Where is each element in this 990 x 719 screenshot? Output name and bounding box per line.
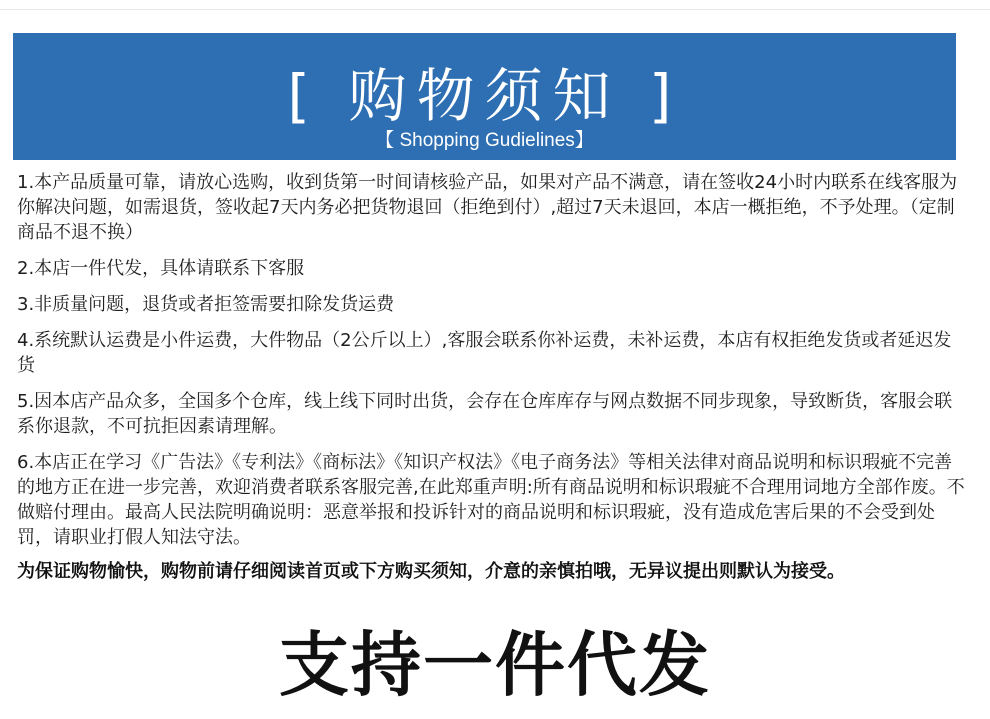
guideline-item-1: 1.本产品质量可靠，请放心选购，收到货第一时间请核验产品，如果对产品不满意，请在签收24小时内联系在线客服为你解决问题，如需退货，签收起7天内务必把货物退回（拒绝到付）,超过7天未退回，本店一概拒绝，不予处理。（定制商品不退不换） <box>17 172 958 243</box>
banner-subtitle: 【 Shopping Gudielines】 <box>375 130 594 151</box>
guideline-item-2: 2.本店一件代发，具体请联系下客服 <box>17 258 305 279</box>
top-divider <box>0 9 990 10</box>
purchase-notice: 为保证购物愉快，购物前请仔细阅读首页或下方购买须知，介意的亲慎拍哦，无异议提出则默认为接受。 <box>17 561 845 582</box>
guideline-item-6: 6.本店正在学习《广告法》《专利法》《商标法》《知识产权法》《电子商务法》等相关法律对商品说明和标识瑕疵不完善的地方正在进一步完善，欢迎消费者联系客服完善,在此郑重声明:所有商品说明和标识瑕疵不合理用词地方全部作废。不做赔付理由。最高人民法院明确说明：恶意举报和投诉针对的商品说明和标识瑕疵，没有造成危害后果的不会受到处罚，请职业打假人知法守法。 <box>17 452 965 548</box>
guideline-item-3: 3.非质量问题，退货或者拒签需要扣除发货运费 <box>17 294 395 315</box>
guidelines-list <box>17 170 967 595</box>
guideline-item-4: 4.系统默认运费是小件运费，大件物品（2公斤以上）,客服会联系你补运费，未补运费，本店有权拒绝发货或者延迟发货 <box>17 330 952 376</box>
guidelines-banner <box>13 33 956 160</box>
banner-title: [ 购物须知 ] <box>287 62 682 130</box>
guideline-item-5: 5.因本店产品众多，全国多个仓库，线上线下同时出货，会存在仓库库存与网点数据不同步现象，导致断货，客服会联系你退款，不可抗拒因素请理解。 <box>17 391 953 437</box>
dropshipping-headline: 支持一件代发 <box>279 624 711 706</box>
